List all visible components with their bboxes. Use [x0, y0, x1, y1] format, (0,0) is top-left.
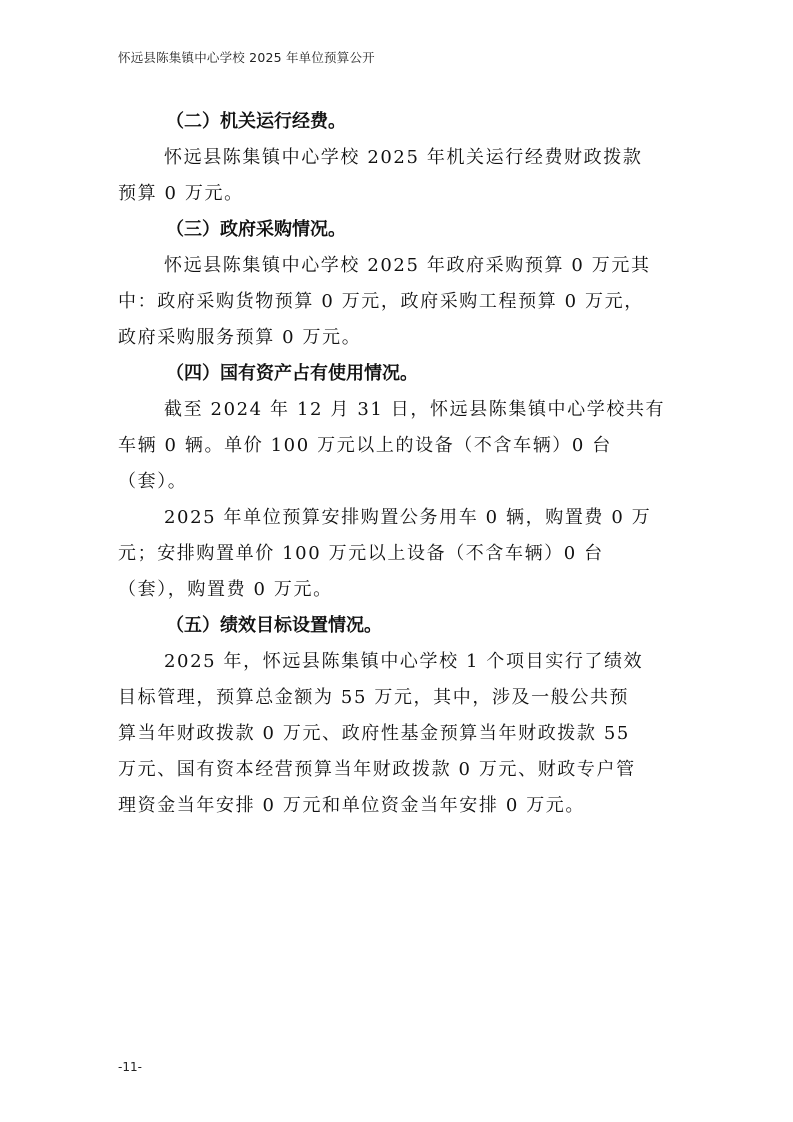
section-operating-expenses	[118, 104, 680, 212]
header-rule	[118, 72, 678, 73]
page-header: 怀远县陈集镇中心学校 2025 年单位预算公开	[118, 50, 375, 65]
paragraph-line: 截至 2024 年 12 月 31 日，怀远县陈集镇中心学校共有	[164, 399, 666, 420]
section-performance-targets	[118, 608, 680, 824]
paragraph	[118, 644, 680, 824]
section-heading: （二）机关运行经费。	[166, 111, 346, 132]
paragraph-line: 理资金当年安排 0 万元和单位资金当年安排 0 万元。	[118, 795, 585, 816]
paragraph-line: 中：政府采购货物预算 0 万元，政府采购工程预算 0 万元，	[118, 291, 644, 312]
paragraph-line: 怀远县陈集镇中心学校 2025 年政府采购预算 0 万元其	[164, 255, 651, 276]
paragraph	[118, 248, 680, 356]
paragraph-line: 算当年财政拨款 0 万元、政府性基金预算当年财政拨款 55	[118, 723, 630, 744]
paragraph-line: 政府采购服务预算 0 万元。	[118, 327, 362, 348]
paragraph-line: 预算 0 万元。	[118, 183, 244, 204]
page-number: -11-	[118, 1060, 142, 1074]
paragraph	[118, 140, 680, 212]
paragraph-line: 车辆 0 辆。单价 100 万元以上的设备（不含车辆）0 台	[118, 435, 612, 456]
section-heading: （四）国有资产占有使用情况。	[166, 363, 418, 384]
section-government-procurement	[118, 212, 680, 356]
section-state-assets	[118, 356, 680, 608]
paragraph-line: （套）。	[118, 471, 188, 492]
paragraph-line: 2025 年单位预算安排购置公务用车 0 辆，购置费 0 万	[164, 507, 652, 528]
document-body	[118, 104, 680, 824]
section-heading: （五）绩效目标设置情况。	[166, 615, 382, 636]
paragraph	[118, 392, 680, 500]
paragraph-line: 2025 年，怀远县陈集镇中心学校 1 个项目实行了绩效	[164, 651, 644, 672]
paragraph-line: 怀远县陈集镇中心学校 2025 年机关运行经费财政拨款	[164, 147, 643, 168]
section-heading: （三）政府采购情况。	[166, 219, 346, 240]
paragraph	[118, 500, 680, 608]
paragraph-line: 元；安排购置单价 100 万元以上设备（不含车辆）0 台	[118, 543, 604, 564]
paragraph-line: 目标管理，预算总金额为 55 万元，其中，涉及一般公共预	[118, 687, 630, 708]
paragraph-line: （套），购置费 0 万元。	[118, 579, 333, 600]
paragraph-line: 万元、国有资本经营预算当年财政拨款 0 万元、财政专户管	[118, 759, 636, 780]
